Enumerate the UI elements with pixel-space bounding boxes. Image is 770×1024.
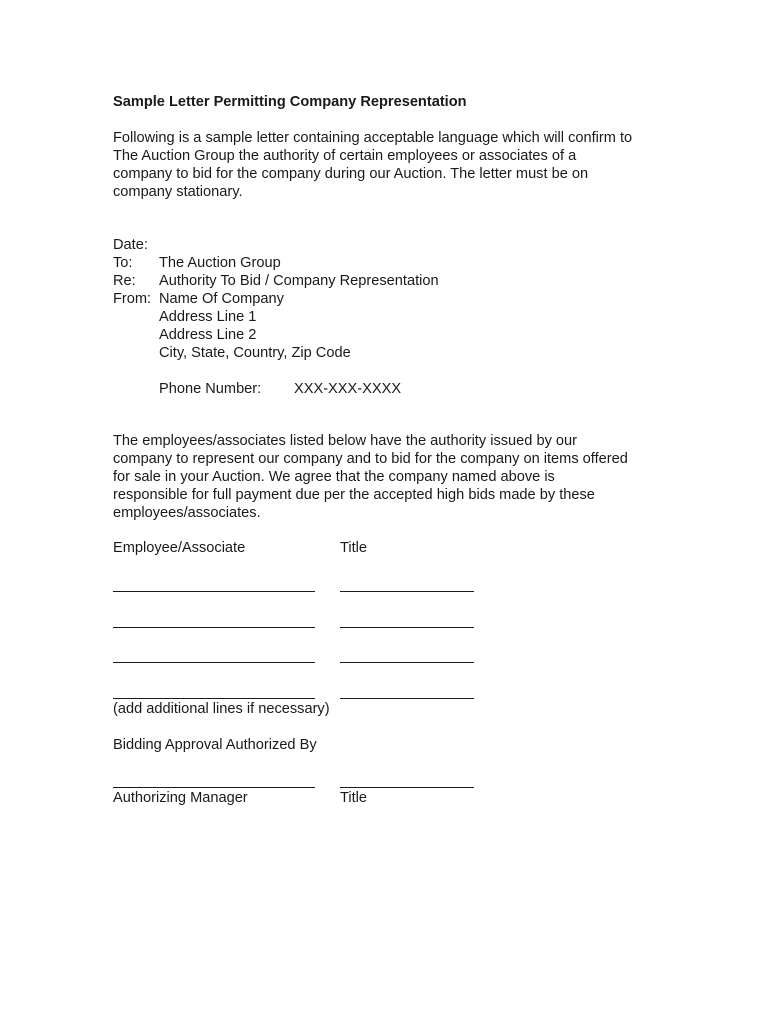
additional-lines-note: (add additional lines if necessary) bbox=[113, 701, 330, 717]
to-value: The Auction Group bbox=[159, 255, 281, 271]
body-line: responsible for full payment due per the accepted high bids made by these bbox=[113, 487, 595, 503]
manager-title-line[interactable] bbox=[340, 787, 474, 788]
re-value: Authority To Bid / Company Representation bbox=[159, 273, 439, 289]
to-label: To: bbox=[113, 255, 133, 271]
authorizing-manager-label: Authorizing Manager bbox=[113, 790, 248, 806]
authority-paragraph bbox=[113, 432, 673, 522]
title-signature-line[interactable] bbox=[340, 698, 474, 699]
body-line: for sale in your Auction. We agree that the company named above is bbox=[113, 469, 555, 485]
address-line-2: Address Line 2 bbox=[159, 327, 257, 343]
body-line: employees/associates. bbox=[113, 505, 261, 521]
employee-column-header: Employee/Associate bbox=[113, 540, 246, 556]
manager-signature-line[interactable] bbox=[113, 787, 315, 788]
body-line: company to represent our company and to bid for the company on items offered bbox=[113, 451, 628, 467]
employee-signature-line[interactable] bbox=[113, 662, 315, 663]
re-label: Re: bbox=[113, 273, 136, 289]
employee-signature-line[interactable] bbox=[113, 627, 315, 628]
manager-title-label: Title bbox=[340, 790, 368, 806]
intro-line: Following is a sample letter containing acceptable language which will confirm to bbox=[113, 130, 633, 146]
intro-paragraph bbox=[113, 129, 673, 201]
employee-signature-line[interactable] bbox=[113, 591, 315, 592]
approval-heading: Bidding Approval Authorized By bbox=[113, 737, 317, 753]
title-signature-line[interactable] bbox=[340, 591, 474, 592]
body-line: The employees/associates listed below have the authority issued by our bbox=[113, 433, 578, 449]
title-column-header: Title bbox=[340, 540, 368, 556]
intro-line: company stationary. bbox=[113, 184, 243, 200]
phone-label: Phone Number: bbox=[159, 381, 262, 397]
employee-signature-line[interactable] bbox=[113, 698, 315, 699]
address-line-1: Address Line 1 bbox=[159, 309, 257, 325]
document-title: Sample Letter Permitting Company Representation bbox=[113, 94, 467, 110]
title-signature-line[interactable] bbox=[340, 627, 474, 628]
city-state-zip: City, State, Country, Zip Code bbox=[159, 345, 351, 361]
company-name: Name Of Company bbox=[159, 291, 284, 307]
date-label: Date: bbox=[113, 237, 148, 253]
from-label: From: bbox=[113, 291, 152, 307]
intro-line: company to bid for the company during our Auction. The letter must be on bbox=[113, 166, 589, 182]
intro-line: The Auction Group the authority of certain employees or associates of a bbox=[113, 148, 577, 164]
title-signature-line[interactable] bbox=[340, 662, 474, 663]
phone-value: XXX-XXX-XXXX bbox=[294, 381, 402, 397]
